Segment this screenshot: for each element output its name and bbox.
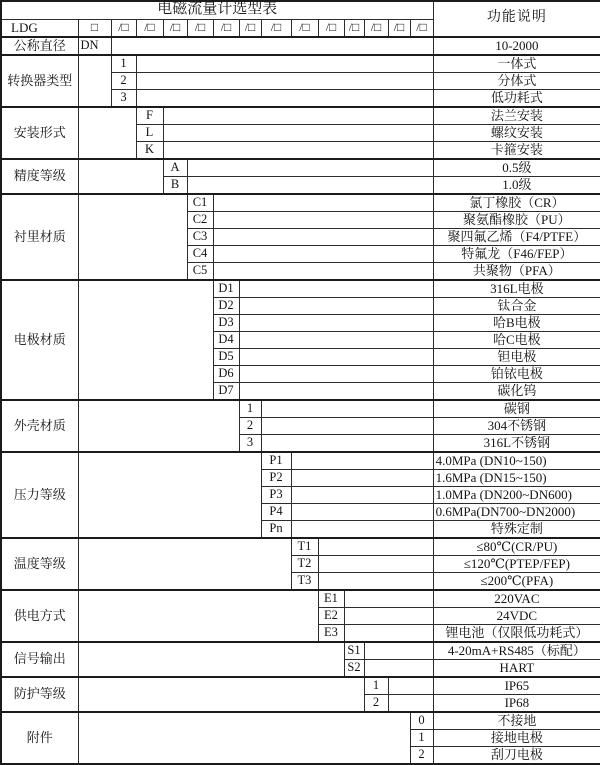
model-code-box: /□ [291,19,318,37]
option-description: 卡箍安装 [433,141,600,159]
option-code: 1 [239,400,261,418]
option-code: B [163,176,187,194]
option-code: 1 [410,729,433,746]
option-code: K [136,141,163,159]
option-code: C3 [187,228,213,245]
spacer-cell [78,159,163,194]
spacer-cell [261,434,433,452]
option-description: 螺纹安装 [433,124,600,141]
option-description: 哈B电极 [433,314,600,331]
option-description: 共聚物（PFA） [433,262,600,280]
option-code: P4 [261,503,291,520]
option-description: 4.0MPa (DN10~150) [433,452,600,470]
option-description: 316L电极 [433,280,600,298]
option-code: T3 [291,572,318,590]
option-code: D3 [213,314,239,331]
option-description: 4-20mA+RS485（标配） [433,642,600,660]
group-label: 安装形式 [1,107,78,159]
option-description: 碳钢 [433,400,600,418]
option-code: E3 [318,624,344,642]
spacer-cell [364,642,433,660]
spacer-cell [291,486,433,503]
option-code: D4 [213,331,239,348]
model-code-box: /□ [344,19,364,37]
option-code: 2 [111,72,136,89]
option-code: D5 [213,348,239,365]
option-description: 刮刀电极 [433,746,600,764]
option-code: 2 [239,417,261,434]
option-description: 304不锈钢 [433,417,600,434]
option-description: 0.6MPa(DN700~DN2000) [433,503,600,520]
option-code: 1 [364,677,388,695]
option-description: 聚氨酯橡胶（PU） [433,211,600,228]
group-label: 电极材质 [1,280,78,400]
spacer-cell [213,262,433,280]
spacer-cell [136,55,433,73]
spacer-cell [239,331,433,348]
option-description: 特殊定制 [433,520,600,538]
option-code: 2 [364,694,388,712]
spacer-cell [261,417,433,434]
spacer-cell [388,677,433,695]
option-description: 一体式 [433,55,600,73]
model-code-box: /□ [261,19,291,37]
option-code: D7 [213,382,239,400]
model-code-prefix: LDG [1,19,78,37]
option-code: A [163,159,187,177]
option-code: T1 [291,538,318,556]
option-description: ≤120℃(PTEP/FEP) [433,555,600,572]
option-code: T2 [291,555,318,572]
model-code-box: /□ [213,19,239,37]
option-description: 哈C电极 [433,331,600,348]
spacer-cell [239,314,433,331]
spacer-cell [111,37,433,55]
option-description: ≤80℃(CR/PU) [433,538,600,556]
option-code: Pn [261,520,291,538]
option-description: 1.0MPa (DN200~DN600) [433,486,600,503]
option-description: 接地电极 [433,729,600,746]
option-description: 10-2000 [433,37,600,55]
model-code-box: /□ [318,19,344,37]
option-description: 钽电极 [433,348,600,365]
spacer-cell [239,280,433,298]
option-code: D6 [213,365,239,382]
model-code-box: /□ [187,19,213,37]
option-description: 聚四氟乙烯（F4/PTFE） [433,228,600,245]
spacer-cell [187,176,433,194]
group-label: 衬里材质 [1,194,78,280]
spacer-cell [78,400,239,452]
spacer-cell [78,538,291,590]
spacer-cell [291,520,433,538]
option-description: IP65 [433,677,600,695]
spacer-cell [291,503,433,520]
spacer-cell [78,55,111,107]
group-label: 信号输出 [1,642,78,677]
model-code-box: /□ [410,19,433,37]
option-code: S2 [344,659,364,677]
spacer-cell [318,538,433,556]
option-code: DN [78,37,111,55]
spacer-cell [78,590,318,642]
option-code: 2 [410,746,433,764]
option-description: 钛合金 [433,297,600,314]
spacer-cell [239,297,433,314]
option-description: 碳化钨 [433,382,600,400]
spacer-cell [78,642,344,677]
option-description: 1.0级 [433,176,600,194]
spacer-cell [364,659,433,677]
spacer-cell [388,694,433,712]
option-code: E2 [318,607,344,624]
group-label: 公称直径 [1,37,78,55]
spacer-cell [78,712,410,764]
spacer-cell [213,228,433,245]
model-code-box: /□ [364,19,388,37]
spacer-cell [163,124,433,141]
model-code-box: /□ [388,19,410,37]
option-description: 特氟龙（F46/FEP） [433,245,600,262]
option-description: 24VDC [433,607,600,624]
option-code: S1 [344,642,364,660]
option-description: 法兰安装 [433,107,600,125]
function-description-header: 功能说明 [433,1,600,37]
model-code-box: /□ [239,19,261,37]
spacer-cell [136,89,433,107]
option-description: 1.6MPa (DN15~150) [433,469,600,486]
spacer-cell [78,280,213,400]
group-label: 防护等级 [1,677,78,712]
spacer-cell [239,382,433,400]
model-code-box: /□ [111,19,136,37]
option-code: C1 [187,194,213,212]
model-code-box: /□ [136,19,163,37]
spacer-cell [213,211,433,228]
option-code: C4 [187,245,213,262]
spacer-cell [163,141,433,159]
option-description: IP68 [433,694,600,712]
option-description: 不接地 [433,712,600,730]
spacer-cell [78,107,136,159]
option-code: L [136,124,163,141]
spacer-cell [344,607,433,624]
spacer-cell [291,452,433,470]
group-label: 供电方式 [1,590,78,642]
spacer-cell [318,555,433,572]
option-description: 锂电池（仅限低功耗式） [433,624,600,642]
spacer-cell [213,194,433,212]
spacer-cell [291,469,433,486]
option-code: P1 [261,452,291,470]
spacer-cell [78,194,187,280]
group-label: 温度等级 [1,538,78,590]
spacer-cell [78,677,364,712]
spacer-cell [136,72,433,89]
group-label: 精度等级 [1,159,78,194]
option-code: D1 [213,280,239,298]
option-description: HART [433,659,600,677]
spacer-cell [187,159,433,177]
model-code-box: □ [78,19,111,37]
option-code: P3 [261,486,291,503]
option-description: 316L不锈钢 [433,434,600,452]
option-description: 铂铱电极 [433,365,600,382]
option-code: D2 [213,297,239,314]
option-description: 氯丁橡胶（CR） [433,194,600,212]
option-code: 3 [239,434,261,452]
model-code-box: /□ [163,19,187,37]
option-code: F [136,107,163,125]
group-label: 压力等级 [1,452,78,538]
spacer-cell [239,348,433,365]
option-description: 220VAC [433,590,600,608]
spacer-cell [239,365,433,382]
option-code: C2 [187,211,213,228]
group-label: 附件 [1,712,78,764]
option-description: ≤200℃(PFA) [433,572,600,590]
spacer-cell [344,624,433,642]
table-title: 电磁流量计选型表 [1,1,433,19]
option-code: 3 [111,89,136,107]
option-code: C5 [187,262,213,280]
option-code: 1 [111,55,136,73]
spacer-cell [78,452,261,538]
spacer-cell [261,400,433,418]
option-description: 低功耗式 [433,89,600,107]
spacer-cell [318,572,433,590]
group-label: 外壳材质 [1,400,78,452]
group-label: 转换器类型 [1,55,78,107]
spacer-cell [213,245,433,262]
spacer-cell [344,590,433,608]
option-code: E1 [318,590,344,608]
option-description: 分体式 [433,72,600,89]
option-code: 0 [410,712,433,730]
spacer-cell [163,107,433,125]
option-code: P2 [261,469,291,486]
option-description: 0.5级 [433,159,600,177]
